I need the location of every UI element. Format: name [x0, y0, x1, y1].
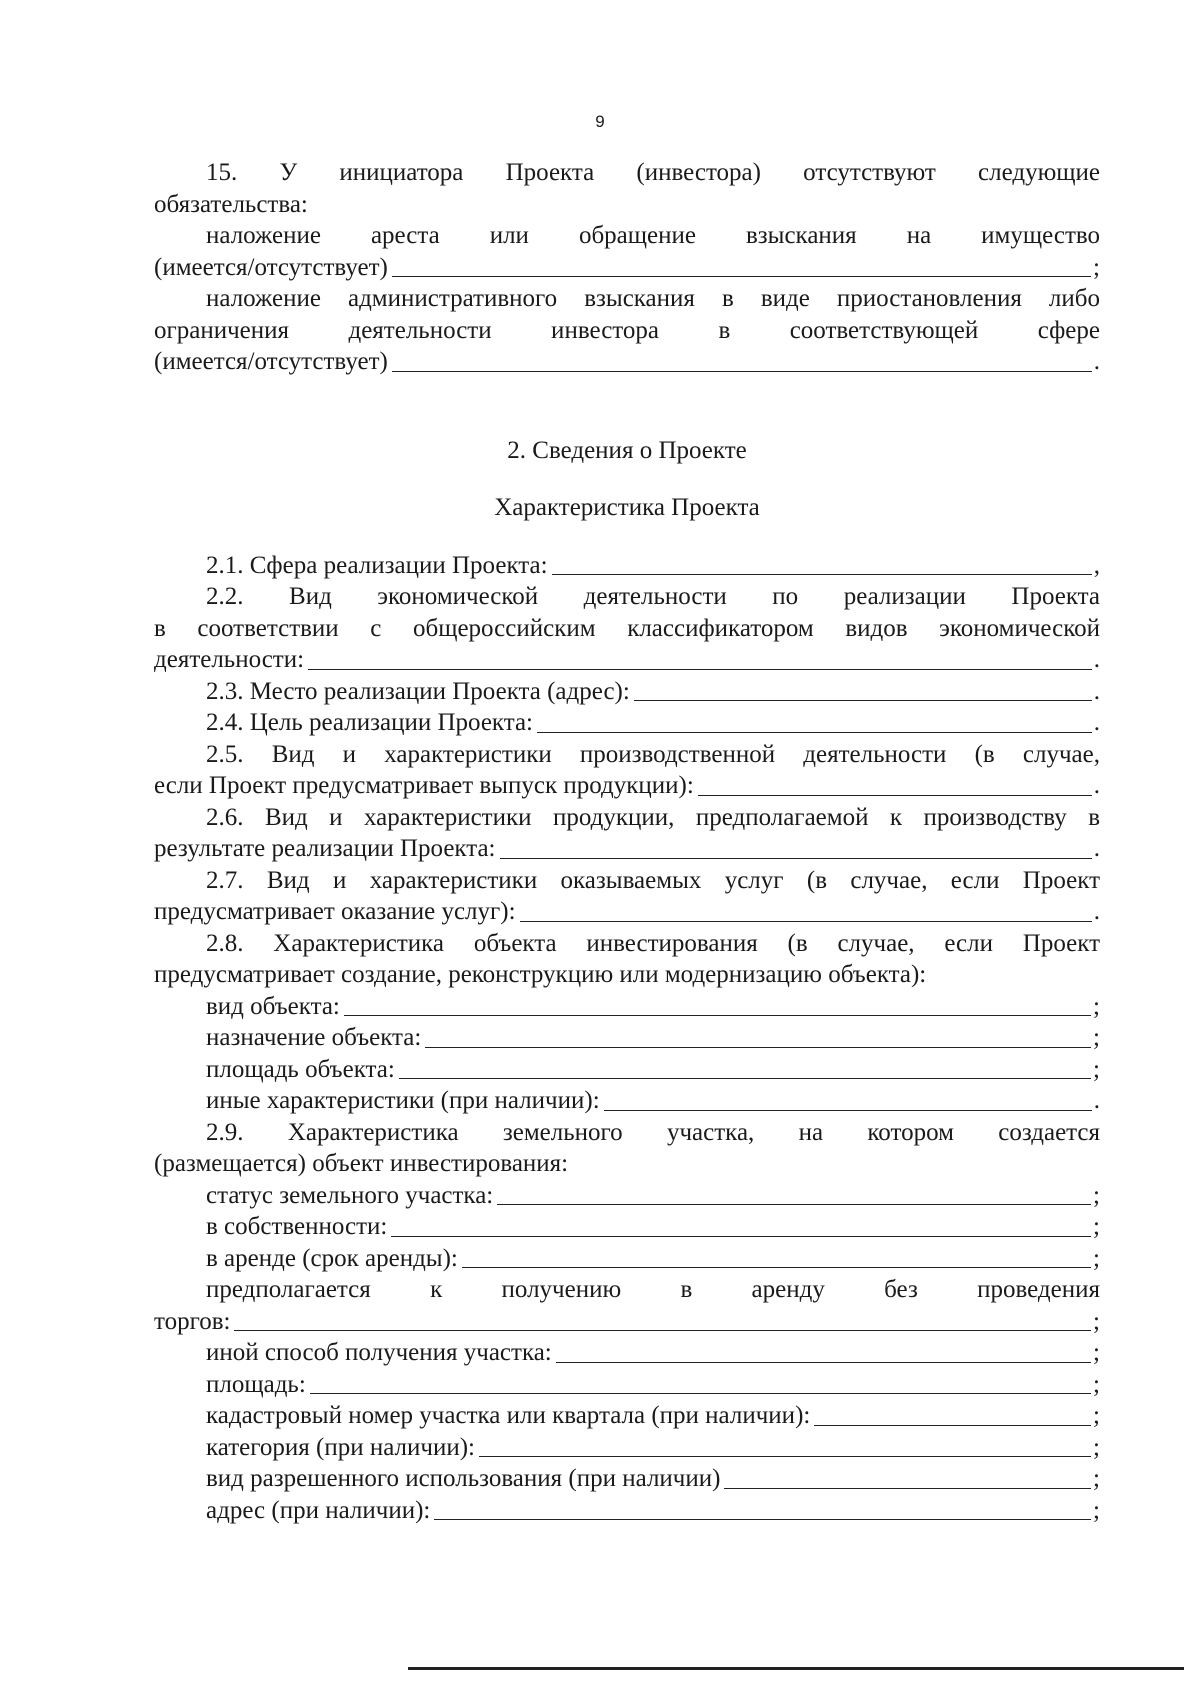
field-label: результате реализации Проекта: — [154, 835, 496, 862]
sec15-item2-line1: наложение административного взыскания в виде приостановления либо — [206, 285, 1100, 312]
field-label: иной способ получения участка: — [206, 1339, 552, 1366]
field-punct: . — [1093, 709, 1100, 736]
fill-line[interactable] — [434, 1519, 1091, 1520]
field-label: 2.1. Сфера реализации Проекта: — [206, 551, 548, 579]
field-label: статус земельного участка: — [206, 1181, 494, 1209]
item-2-8-object-area — [154, 1054, 1100, 1086]
field-label: в собственности: — [206, 1213, 388, 1240]
section-title: 2. Сведения о Проекте — [507, 436, 747, 464]
item-2-9-owned — [154, 1211, 1100, 1243]
field-label: кадастровый номер участка или квартала (при наличии): — [206, 1402, 811, 1429]
item-2-8-object-type — [154, 991, 1100, 1023]
item-2-5-field — [154, 770, 1100, 802]
item-2-9-no-tender-field — [154, 1306, 1100, 1338]
fill-line[interactable] — [552, 574, 1092, 575]
fill-line[interactable] — [604, 1110, 1092, 1111]
item-2-6-field — [154, 833, 1100, 865]
field-label: категория (при наличии): — [206, 1433, 475, 1461]
field-label: 2.4. Цель реализации Проекта: — [206, 709, 534, 736]
item-2-9-line2: (размещается) объект инвестирования: — [154, 1150, 569, 1177]
field-label: деятельности: — [154, 646, 305, 673]
fill-line[interactable] — [344, 1015, 1091, 1016]
fill-line[interactable] — [556, 1362, 1091, 1363]
fill-line[interactable] — [425, 1047, 1091, 1048]
item-2-1 — [154, 550, 1100, 582]
fill-line[interactable] — [500, 858, 1092, 859]
field-punct: ; — [1093, 1213, 1100, 1240]
form-content — [154, 157, 1100, 1526]
item-2-9-status — [154, 1180, 1100, 1212]
fill-line[interactable] — [497, 1204, 1091, 1205]
item-2-2-field — [154, 644, 1100, 676]
field-label: торгов: — [154, 1307, 231, 1335]
field-label: площадь объекта: — [206, 1055, 395, 1083]
fill-line[interactable] — [724, 1488, 1091, 1489]
item-2-9-no-tender-line1: предполагается к получению в аренду без проведения — [206, 1276, 1100, 1303]
field-punct: ; — [1093, 1055, 1100, 1083]
fill-line[interactable] — [310, 1393, 1091, 1394]
field-punct: ; — [1093, 1024, 1100, 1051]
section-subtitle: Характеристика Проекта — [494, 494, 760, 521]
item-2-7-field — [154, 896, 1100, 928]
field-label: иные характеристики (при наличии): — [206, 1087, 600, 1114]
item-2-8-line1: 2.8. Характеристика объекта инвестирования (в случае, если Проект — [206, 929, 1100, 957]
field-punct: . — [1093, 348, 1100, 375]
field-label: если Проект предусматривает выпуск продукции): — [154, 772, 694, 799]
sec15-line1: 15. У инициатора Проекта (инвестора) отсутствуют следующие — [206, 159, 1100, 186]
field-label: вид разрешенного использования (при наличии) — [206, 1465, 721, 1492]
field-punct: . — [1093, 646, 1100, 673]
field-punct: ; — [1093, 1370, 1100, 1398]
field-punct: . — [1093, 1087, 1100, 1114]
field-punct: ; — [1093, 1244, 1100, 1272]
fill-line[interactable] — [814, 1425, 1091, 1426]
field-punct: ; — [1093, 1339, 1100, 1366]
field-punct: ; — [1093, 992, 1100, 1020]
item-2-9-area — [154, 1369, 1100, 1401]
sec15-item2-line2: ограничения деятельности инвестора в соответствующей сфере — [154, 316, 1100, 344]
field-punct: . — [1093, 898, 1100, 925]
item-2-9-address — [154, 1495, 1100, 1527]
field-punct: ; — [1093, 1307, 1100, 1335]
field-label: вид объекта: — [206, 992, 340, 1020]
field-label: (имеется/отсутствует) — [154, 253, 388, 281]
item-2-9-lease — [154, 1243, 1100, 1275]
field-punct: ; — [1093, 1402, 1100, 1429]
item-2-2-line2: в соответствии с общероссийским классификатором видов экономической — [154, 614, 1100, 642]
item-2-9-cadastral — [154, 1400, 1100, 1432]
item-2-8-line2: предусматривает создание, реконструкцию или модернизацию объекта): — [154, 961, 927, 988]
fill-line[interactable] — [234, 1330, 1091, 1331]
field-punct: ; — [1093, 1465, 1100, 1492]
item-2-9-category — [154, 1432, 1100, 1464]
item-2-9-permitted-use — [154, 1463, 1100, 1495]
page-number: 9 — [595, 112, 605, 131]
field-label: (имеется/отсутствует) — [154, 348, 388, 375]
field-punct: , — [1093, 551, 1100, 579]
fill-line[interactable] — [462, 1267, 1091, 1268]
sec15-item2-field — [154, 346, 1100, 378]
fill-line[interactable] — [399, 1078, 1091, 1079]
item-2-5-line1: 2.5. Вид и характеристики производственной деятельности (в случае, — [206, 740, 1100, 768]
item-2-3 — [154, 676, 1100, 708]
field-label: адрес (при наличии): — [206, 1496, 431, 1524]
field-punct: . — [1093, 677, 1100, 705]
field-label: 2.3. Место реализации Проекта (адрес): — [206, 677, 630, 705]
footer-rule — [408, 1667, 1184, 1670]
item-2-9-other-method — [154, 1337, 1100, 1369]
item-2-4 — [154, 707, 1100, 739]
field-label: назначение объекта: — [206, 1024, 422, 1051]
item-2-7-line1: 2.7. Вид и характеристики оказываемых услуг (в случае, если Проект — [206, 866, 1100, 894]
item-2-2-line1: 2.2. Вид экономической деятельности по реализации Проекта — [206, 583, 1100, 610]
field-punct: ; — [1093, 1433, 1100, 1461]
item-2-8-other — [154, 1085, 1100, 1117]
field-punct: . — [1093, 835, 1100, 862]
item-2-9-line1: 2.9. Характеристика земельного участка, на котором создается — [206, 1118, 1100, 1146]
item-2-8-object-purpose — [154, 1022, 1100, 1054]
field-label: в аренде (срок аренды): — [206, 1244, 458, 1272]
field-punct: ; — [1093, 253, 1100, 281]
field-punct: ; — [1093, 1181, 1100, 1209]
fill-line[interactable] — [520, 921, 1092, 922]
fill-line[interactable] — [634, 700, 1092, 701]
sec15-item1-line1: наложение ареста или обращение взыскания на имущество — [206, 222, 1100, 249]
field-punct: . — [1093, 772, 1100, 799]
fill-line[interactable] — [392, 371, 1092, 372]
field-label: площадь: — [206, 1370, 306, 1398]
sec15-item1-field — [154, 252, 1100, 284]
fill-line[interactable] — [698, 795, 1092, 796]
fill-line[interactable] — [392, 276, 1091, 277]
fill-line[interactable] — [479, 1456, 1091, 1457]
field-label: предусматривает оказание услуг): — [154, 898, 516, 925]
item-2-6-line1: 2.6. Вид и характеристики продукции, предполагаемой к производству в — [206, 803, 1100, 831]
fill-line[interactable] — [391, 1236, 1091, 1237]
fill-line[interactable] — [308, 669, 1092, 670]
fill-line[interactable] — [537, 732, 1092, 733]
sec15-line2: обязательства: — [154, 190, 308, 218]
field-punct: ; — [1093, 1496, 1100, 1524]
